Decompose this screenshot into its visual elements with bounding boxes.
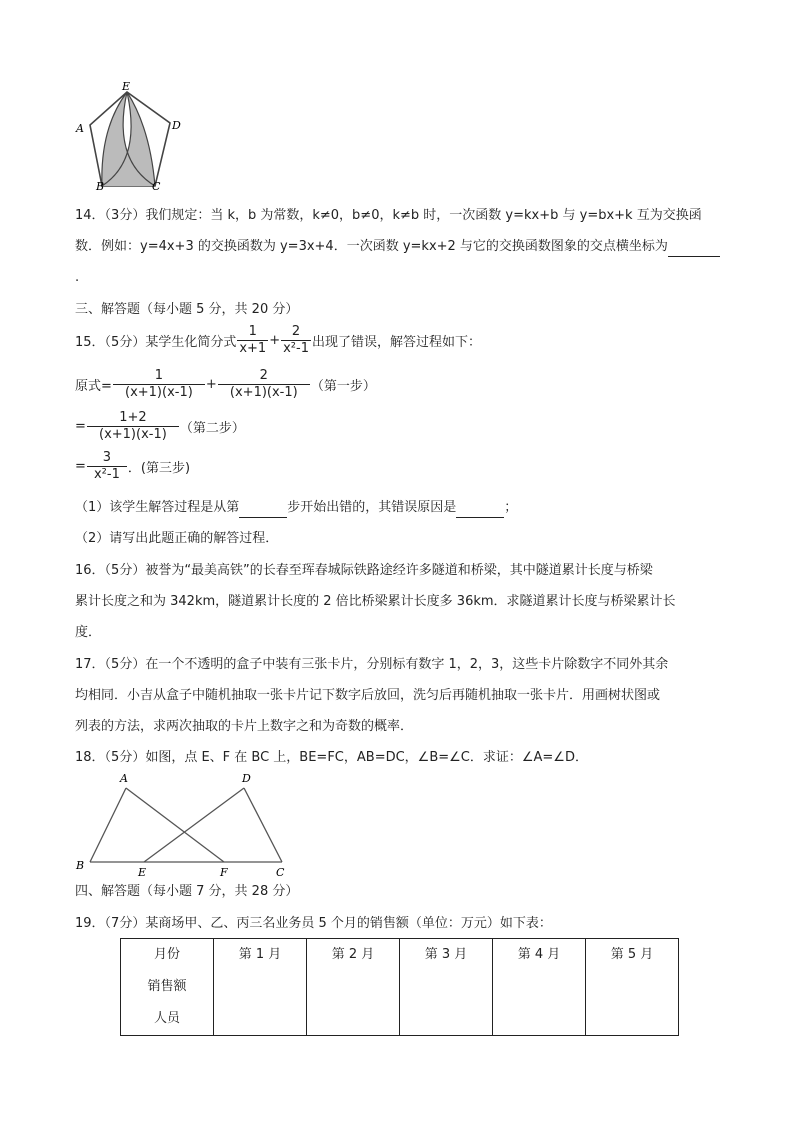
q15-s1-f1-num: 1 — [113, 368, 205, 385]
q15-step3-frac — [87, 450, 127, 483]
q15-sub1-a: （1）该学生解答过程是从第 — [75, 500, 240, 515]
q15-f1-num: 1 — [237, 324, 268, 341]
pentagon-figure — [72, 80, 192, 195]
tri-label-D: D — [242, 772, 251, 785]
q15-step1-frac1 — [113, 368, 205, 401]
q15-step1 — [75, 368, 376, 401]
q15-s1-f2-num: 2 — [218, 368, 310, 385]
q15-stem — [75, 324, 481, 357]
q15-f2-num: 2 — [281, 324, 311, 341]
q15-s1-f1-den: (x+1)(x-1) — [125, 385, 193, 400]
q19-line1: 19．（7分）某商场甲、乙、丙三名业务员 5 个月的销售额（单位：万元）如下表： — [75, 916, 552, 931]
tri-label-E: E — [138, 866, 147, 879]
q15-suffix: 出现了错误，解答过程如下： — [311, 335, 481, 350]
q15-step1-prefix: 原式= — [75, 379, 112, 394]
triangles-figure — [72, 770, 297, 880]
q15-s2-num: 1+2 — [87, 410, 179, 427]
q15-step1-label: （第一步） — [310, 379, 376, 394]
sales-table — [120, 938, 679, 1036]
tri-label-A: A — [120, 772, 128, 785]
tri-label-C: C — [276, 866, 285, 879]
q15-step2-eq: = — [75, 419, 86, 434]
header-line-month: 月份 — [153, 947, 180, 962]
table-header-month-4 — [493, 939, 586, 1036]
q14-line3: . — [75, 270, 80, 285]
section4-heading: 四、解答题（每小题 7 分，共 28 分） — [75, 884, 299, 899]
q18-line1: 18．（5分）如图，点 E、F 在 BC 上，BE=FC，AB=DC，∠B=∠C．求证：∠A=∠D． — [75, 750, 588, 765]
q15-step1-plus: + — [205, 377, 217, 392]
q15-sub1-b: 步开始出错的，其错误原因是 — [287, 500, 457, 515]
month-4-label: 第 4 月 — [517, 947, 561, 962]
q15-prefix: 15．（5分）某学生化简分式 — [75, 335, 237, 350]
label-A: A — [76, 122, 84, 135]
q15-step2-frac — [87, 410, 179, 443]
q15-sub1 — [75, 498, 517, 518]
table-header-month-3 — [400, 939, 493, 1036]
month-3-label: 第 3 月 — [424, 947, 468, 962]
label-D: D — [172, 119, 181, 132]
q14-line1: 14．（3分）我们规定：当 k，b 为常数，k≠0，b≠0，k≠b 时，一次函数 y=kx+b 与 y=bx+k 互为交换函 — [75, 208, 702, 223]
tri-label-B: B — [76, 859, 85, 872]
q15-step3-label: ．(第三步) — [127, 461, 191, 476]
month-2-label: 第 2 月 — [331, 947, 375, 962]
q16-line1: 16．（5分）被誉为“最美高铁”的长春至珲春城际铁路途经许多隧道和桥梁，其中隧道累计长度与桥梁 — [75, 563, 653, 578]
table-header-month-2 — [307, 939, 400, 1036]
q15-step3 — [75, 450, 190, 483]
q15-sub2: （2）请写出此题正确的解答过程． — [75, 531, 279, 546]
q14-line2 — [75, 237, 720, 257]
q15-fraction2 — [281, 324, 311, 357]
q16-line2: 累计长度之和为 342km，隧道累计长度的 2 倍比桥梁累计长度多 36km．求隧道累计长度与桥梁累计长 — [75, 594, 676, 609]
label-E: E — [122, 80, 131, 93]
q15-f2-den: x²-1 — [283, 341, 309, 356]
q15-s2-den: (x+1)(x-1) — [99, 427, 167, 442]
table-header-month-1 — [214, 939, 307, 1036]
q15-fraction1 — [237, 324, 268, 357]
label-C: C — [152, 180, 161, 193]
month-1-label: 第 1 月 — [238, 947, 282, 962]
q15-step-blank[interactable] — [239, 503, 287, 518]
section3-heading: 三、解答题（每小题 5 分，共 20 分） — [75, 302, 299, 317]
table-header-month-5 — [586, 939, 679, 1036]
q15-step3-eq: = — [75, 459, 86, 474]
q15-reason-blank[interactable] — [456, 503, 504, 518]
q15-step2 — [75, 410, 245, 443]
q17-line3: 列表的方法，求两次抽取的卡片上数字之和为奇数的概率． — [75, 719, 414, 734]
q15-s3-num: 3 — [87, 450, 127, 467]
q14-answer-blank[interactable] — [668, 242, 720, 257]
q15-s1-f2-den: (x+1)(x-1) — [229, 385, 298, 400]
label-B: B — [96, 180, 105, 193]
table-header-corner — [121, 939, 214, 1036]
month-5-label: 第 5 月 — [610, 947, 654, 962]
q15-step1-frac2 — [218, 368, 310, 401]
q15-plus: + — [269, 333, 281, 348]
q17-line1: 17．（5分）在一个不透明的盒子中装有三张卡片，分别标有数字 1，2，3，这些卡片除数字不同外其余 — [75, 657, 669, 672]
header-line-sales: 销售额 — [147, 979, 187, 994]
q15-step2-label: （第二步） — [179, 421, 245, 436]
q15-f1-den: x+1 — [239, 341, 267, 356]
header-line-person: 人员 — [153, 1011, 180, 1026]
table-row — [121, 939, 679, 1036]
q17-line2: 均相同．小吉从盒子中随机抽取一张卡片记下数字后放回，洗匀后再随机抽取一张卡片．用画树状图或 — [75, 688, 661, 703]
q15-sub1-c: ； — [504, 500, 518, 515]
tri-label-F: F — [220, 866, 228, 879]
q14-line2-text: 数．例如：y=4x+3 的交换函数为 y=3x+4．一次函数 y=kx+2 与它的交换函数图象的交点横坐标为 — [75, 239, 668, 254]
q16-line3: 度． — [75, 625, 102, 640]
q15-s3-den: x²-1 — [93, 467, 120, 482]
